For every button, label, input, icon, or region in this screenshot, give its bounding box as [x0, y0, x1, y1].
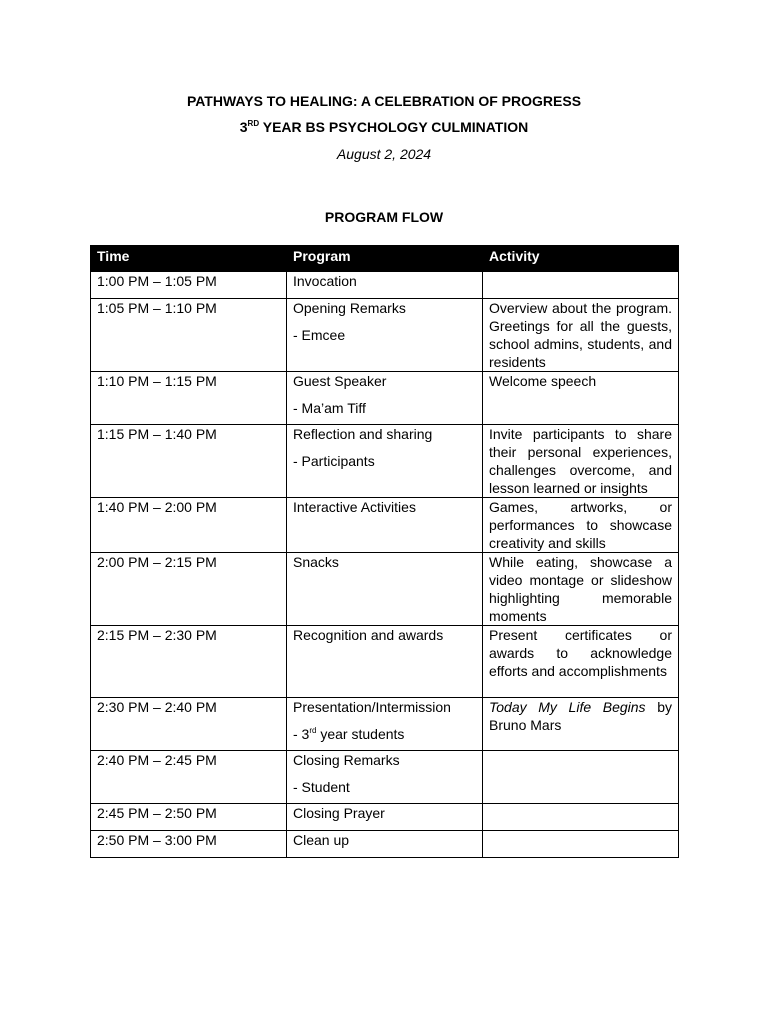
- activity-cell: Welcome speech: [483, 372, 679, 425]
- program-cell: Closing Prayer: [287, 804, 483, 831]
- program-cell: Clean up: [287, 831, 483, 858]
- activity-cell: Present certificates or awards to acknowledge efforts and accomplishments: [483, 626, 679, 698]
- table-row: [91, 751, 679, 804]
- subtitle-prefix: 3: [239, 119, 248, 135]
- activity-cell: While eating, showcase a video montage or slideshow highlighting memorable moments: [483, 553, 679, 626]
- time-cell: 1:05 PM – 1:10 PM: [91, 299, 287, 372]
- time-cell: 2:30 PM – 2:40 PM: [91, 698, 287, 751]
- document-title: PATHWAYS TO HEALING: A CELEBRATION OF PROGRESS: [186, 93, 582, 109]
- program-cell: Snacks: [287, 553, 483, 626]
- table-row: [91, 299, 679, 372]
- table-row: [91, 425, 679, 498]
- activity-cell: [483, 831, 679, 858]
- program-cell: [287, 425, 483, 498]
- presenter-prefix: - 3: [293, 726, 310, 742]
- table-row: [91, 698, 679, 751]
- table-header-row: [91, 246, 679, 272]
- program-cell: Interactive Activities: [287, 498, 483, 553]
- table-row: [91, 372, 679, 425]
- program-cell: [287, 698, 483, 751]
- table-row: [91, 831, 679, 858]
- column-header-time: Time: [91, 246, 287, 272]
- time-cell: 1:40 PM – 2:00 PM: [91, 498, 287, 553]
- time-cell: 2:40 PM – 2:45 PM: [91, 751, 287, 804]
- time-cell: 1:15 PM – 1:40 PM: [91, 425, 287, 498]
- column-header-program: Program: [287, 246, 483, 272]
- section-title: PROGRAM FLOW: [324, 209, 444, 225]
- column-header-activity: Activity: [483, 246, 679, 272]
- program-name: Opening Remarks: [293, 300, 406, 316]
- table-row: [91, 553, 679, 626]
- song-artist: by Bruno Mars: [489, 699, 672, 733]
- program-name: Reflection and sharing: [293, 426, 433, 442]
- document-subtitle: [0, 119, 768, 135]
- event-date: August 2, 2024: [336, 146, 432, 162]
- table-row: [91, 498, 679, 553]
- presenter-rest: year students: [316, 726, 405, 742]
- time-cell: 1:00 PM – 1:05 PM: [91, 272, 287, 299]
- program-cell: Invocation: [287, 272, 483, 299]
- program-cell: [287, 299, 483, 372]
- subtitle-rest: YEAR BS PSYCHOLOGY CULMINATION: [259, 119, 529, 135]
- time-cell: 2:50 PM – 3:00 PM: [91, 831, 287, 858]
- activity-cell: Games, artworks, or performances to showcase creativity and skills: [483, 498, 679, 553]
- activity-cell: Invite participants to share their personal experiences, challenges overcome, and lesson learned or insights: [483, 425, 679, 498]
- table-row: [91, 626, 679, 698]
- activity-cell: Overview about the program. Greetings for all the guests, school admins, students, and residents: [483, 299, 679, 372]
- presenter-superscript: rd: [309, 726, 317, 735]
- activity-cell: [483, 698, 679, 751]
- program-cell: [287, 372, 483, 425]
- subtitle-superscript: RD: [247, 119, 260, 128]
- program-cell: [287, 751, 483, 804]
- table-row: [91, 804, 679, 831]
- table-row: [91, 272, 679, 299]
- program-name: Presentation/Intermission: [293, 699, 451, 715]
- time-cell: 2:00 PM – 2:15 PM: [91, 553, 287, 626]
- program-presenter: - Ma’am Tiff: [293, 400, 366, 416]
- program-presenter: [293, 725, 476, 743]
- activity-cell: [483, 751, 679, 804]
- program-flow-table: [90, 245, 679, 858]
- program-name: Closing Remarks: [293, 752, 400, 768]
- time-cell: 2:15 PM – 2:30 PM: [91, 626, 287, 698]
- program-name: Guest Speaker: [293, 373, 387, 389]
- time-cell: 2:45 PM – 2:50 PM: [91, 804, 287, 831]
- activity-cell: [483, 272, 679, 299]
- program-presenter: - Emcee: [293, 327, 346, 343]
- program-presenter: - Student: [293, 779, 350, 795]
- activity-cell: [483, 804, 679, 831]
- program-presenter: - Participants: [293, 453, 375, 469]
- song-title: Today My Life Begins: [489, 699, 646, 715]
- time-cell: 1:10 PM – 1:15 PM: [91, 372, 287, 425]
- program-cell: Recognition and awards: [287, 626, 483, 698]
